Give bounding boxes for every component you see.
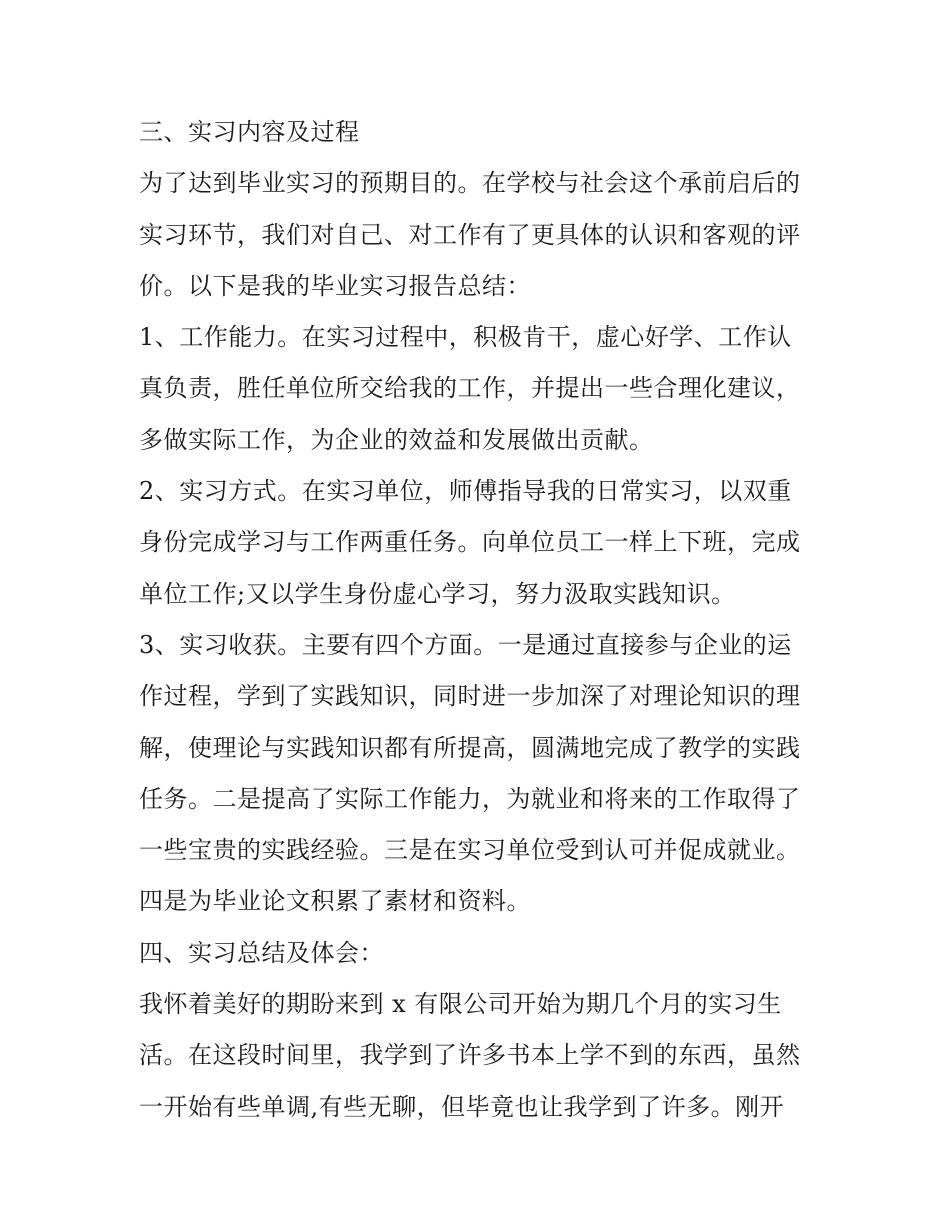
text-line: 四是为毕业论文积累了素材和资料。 [139,887,531,916]
text-line: 真负责，胜任单位所交给我的工作，并提出一些合理化建议， [139,374,801,403]
text-line: 1、工作能力。在实习过程中，积极肯干，虚心好学、工作认 [139,323,792,352]
text-line: 单位工作;又以学生身份虚心学习，努力汲取实践知识。 [139,579,736,608]
text-line: 为了达到毕业实习的预期目的。在学校与社会这个承前启后的 [139,169,801,198]
text-line: 一开始有些单调,有些无聊，但毕竟也让我学到了许多。刚开 [139,1092,785,1121]
section-heading-4: 四、实习总结及体会： [139,938,384,967]
text-line: 多做实际工作，为企业的效益和发展做出贡献。 [139,425,654,454]
text-line: 价。以下是我的毕业实习报告总结： [139,271,531,300]
text-line: 活。在这段时间里，我学到了许多书本上学不到的东西，虽然 [139,1041,801,1070]
text-line: 作过程，学到了实践知识，同时进一步加深了对理论知识的理 [139,682,801,711]
text-line: 一些宝贵的实践经验。三是在实习单位受到认可并促成就业。 [139,836,801,865]
text-line: 实习环节，我们对自己、对工作有了更具体的认识和客观的评 [139,220,801,249]
text-line: 任务。二是提高了实际工作能力，为就业和将来的工作取得了 [139,784,801,813]
text-line: 3、实习收获。主要有四个方面。一是通过直接参与企业的运 [139,630,792,659]
document-body [139,107,819,1133]
text-line: 解，使理论与实践知识都有所提高，圆满地完成了教学的实践 [139,733,801,762]
text-line: 我怀着美好的期盼来到 x 有限公司开始为期几个月的实习生 [139,990,782,1019]
text-line: 2、实习方式。在实习单位，师傅指导我的日常实习，以双重 [139,477,792,506]
text-line: 身份完成学习与工作两重任务。向单位员工一样上下班，完成 [139,528,801,557]
section-heading-3: 三、实习内容及过程 [139,118,360,146]
